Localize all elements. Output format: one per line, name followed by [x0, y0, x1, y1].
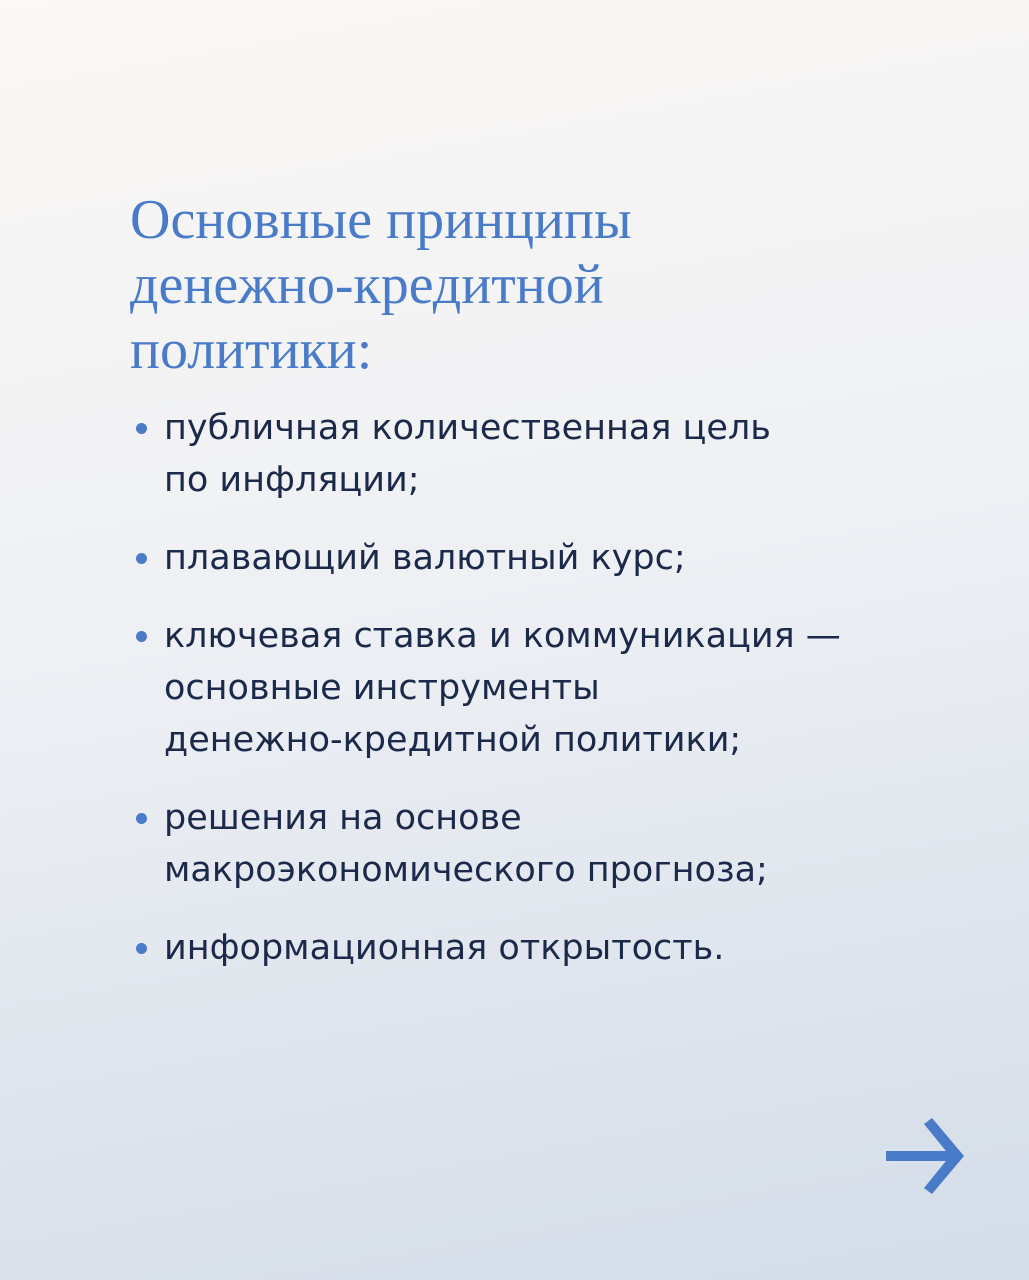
arrow-right-icon — [884, 1118, 966, 1194]
item-text: решения на основе — [164, 798, 522, 838]
title-line: денежно-кредитной — [130, 254, 604, 316]
item-text: плавающий валютный курс; — [164, 538, 686, 578]
list-item — [130, 402, 841, 506]
bullet-icon — [136, 943, 147, 954]
title-line: Основные принципы — [130, 189, 632, 251]
list-item — [130, 922, 841, 974]
list-item — [130, 792, 841, 896]
title-line: политики: — [130, 319, 373, 381]
item-text: публичная количественная цель — [164, 408, 771, 448]
list-item — [130, 532, 841, 584]
item-text: основные инструменты — [164, 668, 600, 708]
item-text: информационная открытость. — [164, 928, 725, 968]
bullet-icon — [136, 553, 147, 564]
item-text: макроэкономического прогноза; — [164, 850, 768, 890]
page-title — [130, 188, 632, 383]
item-text: ключевая ставка и коммуникация — — [164, 616, 841, 656]
bullet-icon — [136, 813, 147, 824]
list-item — [130, 610, 841, 766]
principles-list — [130, 402, 841, 1000]
bullet-icon — [136, 423, 147, 434]
item-text: по инфляции; — [164, 460, 420, 500]
bullet-icon — [136, 631, 147, 642]
item-text: денежно-кредитной политики; — [164, 720, 742, 760]
next-slide-button[interactable] — [884, 1118, 966, 1194]
